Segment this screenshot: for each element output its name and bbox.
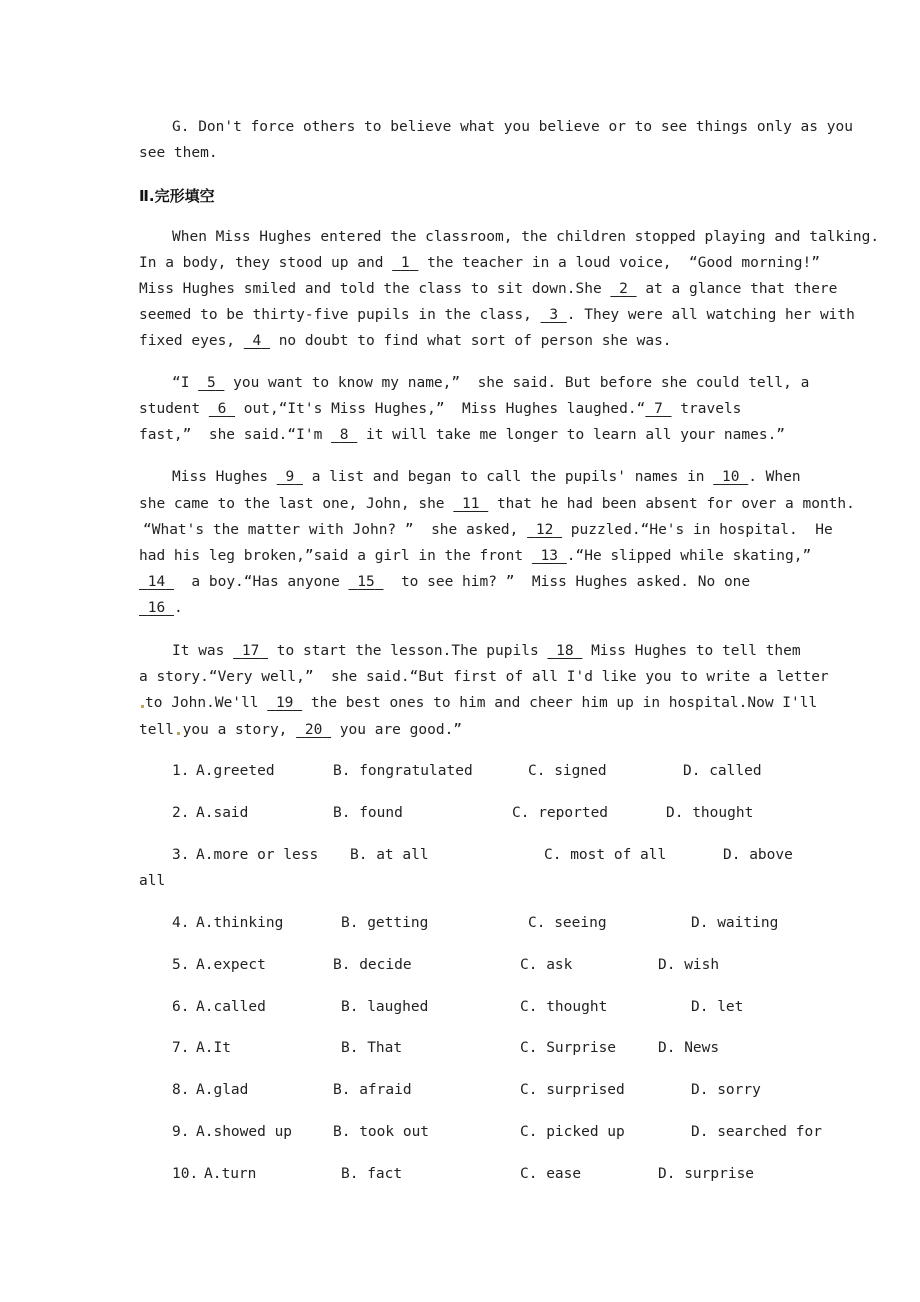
blank-13[interactable]: 13 [540, 548, 559, 564]
passage-line: she came to the last one, John, she 11 that he had been absent for over a month. [139, 496, 855, 512]
passage-line: Miss Hughes smiled and told the class to sit down.She 2 at a glance that there [139, 281, 838, 297]
option-d[interactable]: D. thought [666, 805, 754, 821]
option-d[interactable]: D. searched for [691, 1124, 822, 1140]
passage-line: student 6 out,“It's Miss Hughes,” Miss Hughes laughed.“ 7 travels [139, 401, 742, 417]
blank-6[interactable]: 6 [217, 401, 227, 417]
blank-8[interactable]: 8 [339, 427, 349, 443]
option-d-wrap: all [139, 873, 166, 889]
option-a[interactable]: A.turn [204, 1166, 257, 1182]
passage-line: 14 a boy.“Has anyone 15 to see him? ” Miss Hughes asked. No one [139, 572, 750, 592]
option-b[interactable]: B. fongratulated [333, 763, 473, 779]
option-a[interactable]: A.thinking [196, 915, 284, 931]
passage-line: fast,” she said.“I'm 8 it will take me longer to learn all your names.” [139, 427, 786, 443]
option-d[interactable]: D. waiting [691, 915, 779, 931]
option-c[interactable]: C. surprised [520, 1082, 625, 1098]
question-number: 4. [172, 915, 190, 931]
option-b[interactable]: B. found [333, 805, 403, 821]
question-number: 2. [172, 805, 190, 821]
passage-line: a story.“Very well,” she said.“But first of all I'd like you to write a letter [139, 669, 829, 685]
option-d[interactable]: D. called [683, 763, 762, 779]
option-a[interactable]: A.called [196, 999, 266, 1015]
question-number: 7. [172, 1040, 190, 1056]
blank-20[interactable]: 20 [304, 722, 323, 738]
blank-2[interactable]: 2 [619, 281, 628, 297]
option-c[interactable]: C. thought [520, 999, 608, 1015]
question-number: 10. [172, 1166, 199, 1182]
option-a[interactable]: A.showed up [196, 1124, 293, 1140]
option-c[interactable]: C. ease [520, 1166, 582, 1182]
blank-16[interactable]: 16 [147, 600, 166, 616]
passage-line: seemed to be thirty-five pupils in the class, 3 . They were all watching her with [139, 307, 855, 323]
option-c[interactable]: C. Surprise [520, 1040, 617, 1056]
option-a[interactable]: A.glad [196, 1082, 249, 1098]
option-a[interactable]: A.greeted [196, 763, 275, 779]
option-d[interactable]: D. News [658, 1040, 720, 1056]
option-g-line-2: see them. [139, 145, 218, 161]
option-d[interactable]: D. wish [658, 957, 720, 973]
option-d[interactable]: D. surprise [658, 1166, 755, 1182]
question-number: 6. [172, 999, 190, 1015]
scan-mark [141, 705, 144, 708]
section-title: Ⅱ.完形填空 [139, 187, 215, 205]
option-g-line-1: G. Don't force others to believe what you believe or to see things only as you [172, 119, 853, 135]
passage-line: In a body, they stood up and 1 the teacher in a loud voice, “Good morning!” [139, 255, 820, 271]
option-b[interactable]: B. at all [350, 847, 429, 863]
blank-10[interactable]: 10 [722, 469, 740, 485]
blank-12[interactable]: 12 [535, 522, 554, 538]
option-a[interactable]: A.expect [196, 957, 266, 973]
blank-18[interactable]: 18 [556, 643, 574, 659]
option-b[interactable]: B. laughed [341, 999, 429, 1015]
passage-line: “What's the matter with John? ” she asked, 12 puzzled.“He's in hospital. He [143, 522, 833, 538]
option-d[interactable]: D. above [723, 847, 793, 863]
blank-11[interactable]: 11 [462, 496, 480, 512]
option-c[interactable]: C. most of all [544, 847, 667, 863]
blank-4[interactable]: 4 [252, 333, 262, 349]
passage-line: “I 5 you want to know my name,” she said. But before she could tell, a [172, 375, 810, 391]
passage-line: Miss Hughes 9 a list and began to call the pupils' names in 10 . When [172, 469, 801, 485]
blank-7[interactable]: 7 [654, 401, 663, 417]
option-c[interactable]: C. seeing [528, 915, 607, 931]
option-c[interactable]: C. ask [520, 957, 573, 973]
option-a[interactable]: A.said [196, 805, 249, 821]
option-a[interactable]: A.It [196, 1040, 231, 1056]
option-d[interactable]: D. sorry [691, 1082, 761, 1098]
passage-line: fixed eyes, 4 no doubt to find what sort of person she was. [139, 333, 672, 349]
option-a[interactable]: A.more or less [196, 847, 319, 863]
option-b[interactable]: B. That [341, 1040, 403, 1056]
option-b[interactable]: B. took out [333, 1124, 430, 1140]
question-number: 8. [172, 1082, 190, 1098]
question-number: 3. [172, 847, 190, 863]
passage-line: had his leg broken,”said a girl in the front 13 .“He slipped while skating,” [139, 548, 812, 564]
option-b[interactable]: B. getting [341, 915, 429, 931]
option-b[interactable]: B. afraid [333, 1082, 412, 1098]
question-number: 5. [172, 957, 190, 973]
option-c[interactable]: C. reported [512, 805, 609, 821]
question-number: 9. [172, 1124, 190, 1140]
blank-1[interactable]: 1 [400, 255, 410, 271]
blank-17[interactable]: 17 [241, 643, 260, 659]
blank-14[interactable]: 14 [147, 574, 166, 590]
blank-9[interactable]: 9 [285, 469, 295, 485]
blank-5[interactable]: 5 [206, 375, 216, 391]
blank-19[interactable]: 19 [275, 695, 294, 711]
option-b[interactable]: B. fact [341, 1166, 403, 1182]
passage-line: tell you a story, 20 you are good.” [139, 722, 463, 738]
blank-3[interactable]: 3 [549, 307, 559, 323]
passage-line: It was 17 to start the lesson.The pupils 18 Miss Hughes to tell them [172, 643, 801, 659]
question-number: 1. [172, 763, 190, 779]
option-d[interactable]: D. let [691, 999, 744, 1015]
passage-line: 16 . [139, 598, 183, 618]
passage-line: When Miss Hughes entered the classroom, the children stopped playing and talking. [172, 229, 880, 245]
passage-line: to John.We'll 19 the best ones to him and cheer him up in hospital.Now I'll [145, 695, 818, 711]
blank-15[interactable]: 15 [357, 574, 375, 590]
option-c[interactable]: C. picked up [520, 1124, 625, 1140]
option-b[interactable]: B. decide [333, 957, 412, 973]
option-c[interactable]: C. signed [528, 763, 607, 779]
